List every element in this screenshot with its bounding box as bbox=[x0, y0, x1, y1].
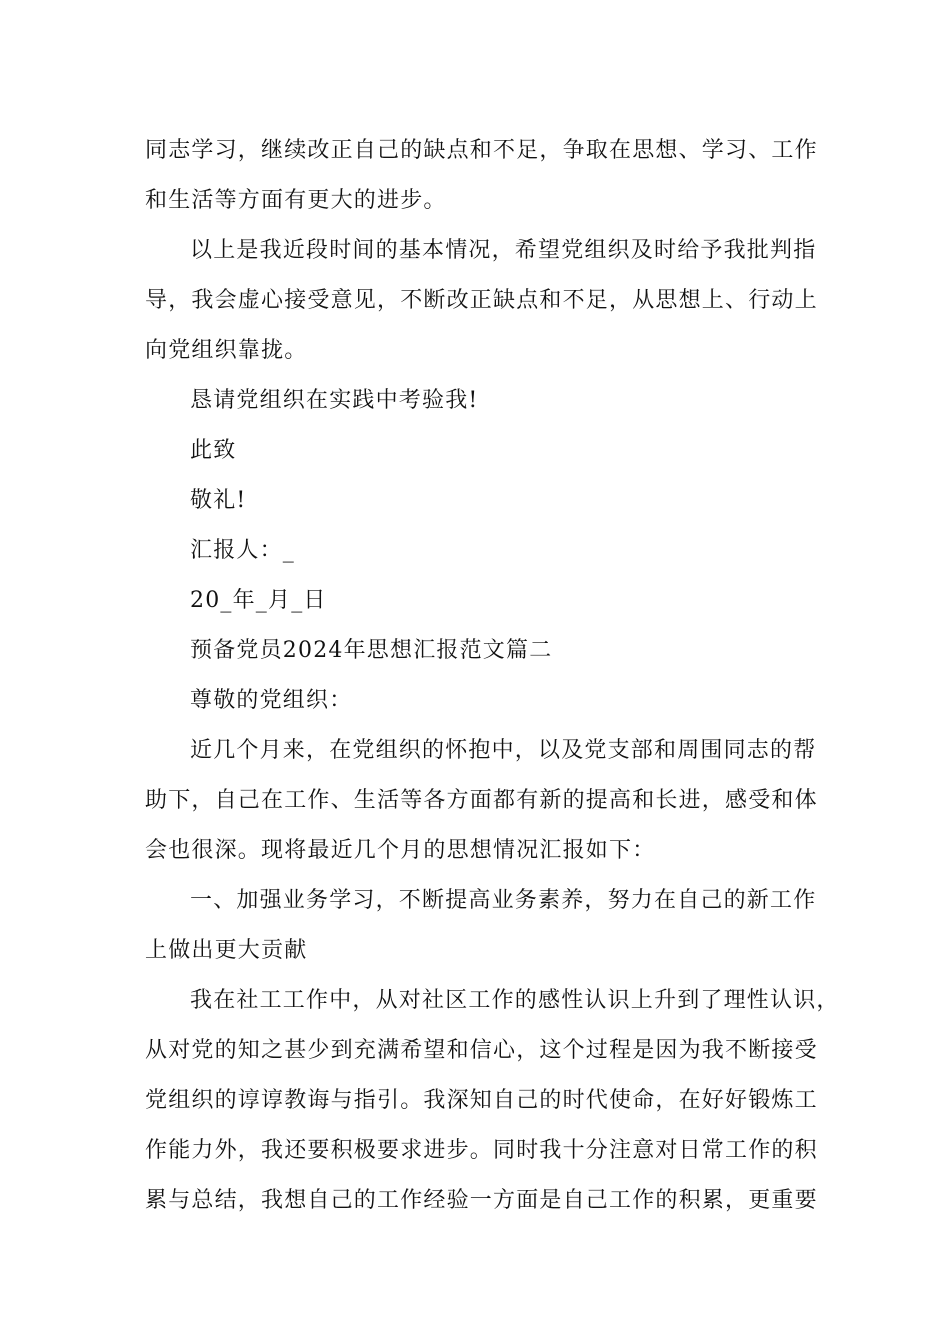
text-line: 导，我会虚心接受意见，不断改正缺点和不足，从思想上、行动上 bbox=[145, 288, 818, 313]
text-line: 敬礼! bbox=[190, 488, 247, 513]
text-line: 作能力外，我还要积极要求进步。同时我十分注意对日常工作的积 bbox=[145, 1138, 818, 1163]
text-line: 向党组织靠拢。 bbox=[145, 338, 308, 363]
text-line: 我在社工工作中，从对社区工作的感性认识上升到了理性认识， bbox=[190, 988, 840, 1013]
text-line: 会也很深。现将最近几个月的思想情况汇报如下： bbox=[145, 838, 656, 863]
text-line: 一、加强业务学习，不断提高业务素养，努力在自己的新工作 bbox=[190, 888, 817, 913]
section-heading: 预备党员2024年思想汇报范文篇二 bbox=[190, 638, 553, 663]
salutation: 尊敬的党组织： bbox=[190, 688, 353, 713]
text-line: 此致 bbox=[190, 438, 237, 463]
text-line: 恳请党组织在实践中考验我! bbox=[190, 388, 479, 413]
text-line: 以上是我近段时间的基本情况，希望党组织及时给予我批判指 bbox=[190, 238, 817, 263]
text-line: 和生活等方面有更大的进步。 bbox=[145, 188, 447, 213]
text-line: 汇报人：_ bbox=[190, 538, 296, 563]
text-line: 上做出更大贡献 bbox=[145, 938, 308, 963]
text-line: 同志学习，继续改正自己的缺点和不足，争取在思想、学习、工作 bbox=[145, 138, 818, 163]
text-line: 累与总结，我想自己的工作经验一方面是自己工作的积累，更重要 bbox=[145, 1188, 818, 1213]
text-line: 20_年_月_日 bbox=[190, 588, 327, 613]
text-line: 近几个月来，在党组织的怀抱中，以及党支部和周围同志的帮 bbox=[190, 738, 817, 763]
text-line: 党组织的谆谆教诲与指引。我深知自己的时代使命，在好好锻炼工 bbox=[145, 1088, 818, 1113]
text-line: 从对党的知之甚少到充满希望和信心，这个过程是因为我不断接受 bbox=[145, 1038, 818, 1063]
text-line: 助下，自己在工作、生活等各方面都有新的提高和长进，感受和体 bbox=[145, 788, 818, 813]
